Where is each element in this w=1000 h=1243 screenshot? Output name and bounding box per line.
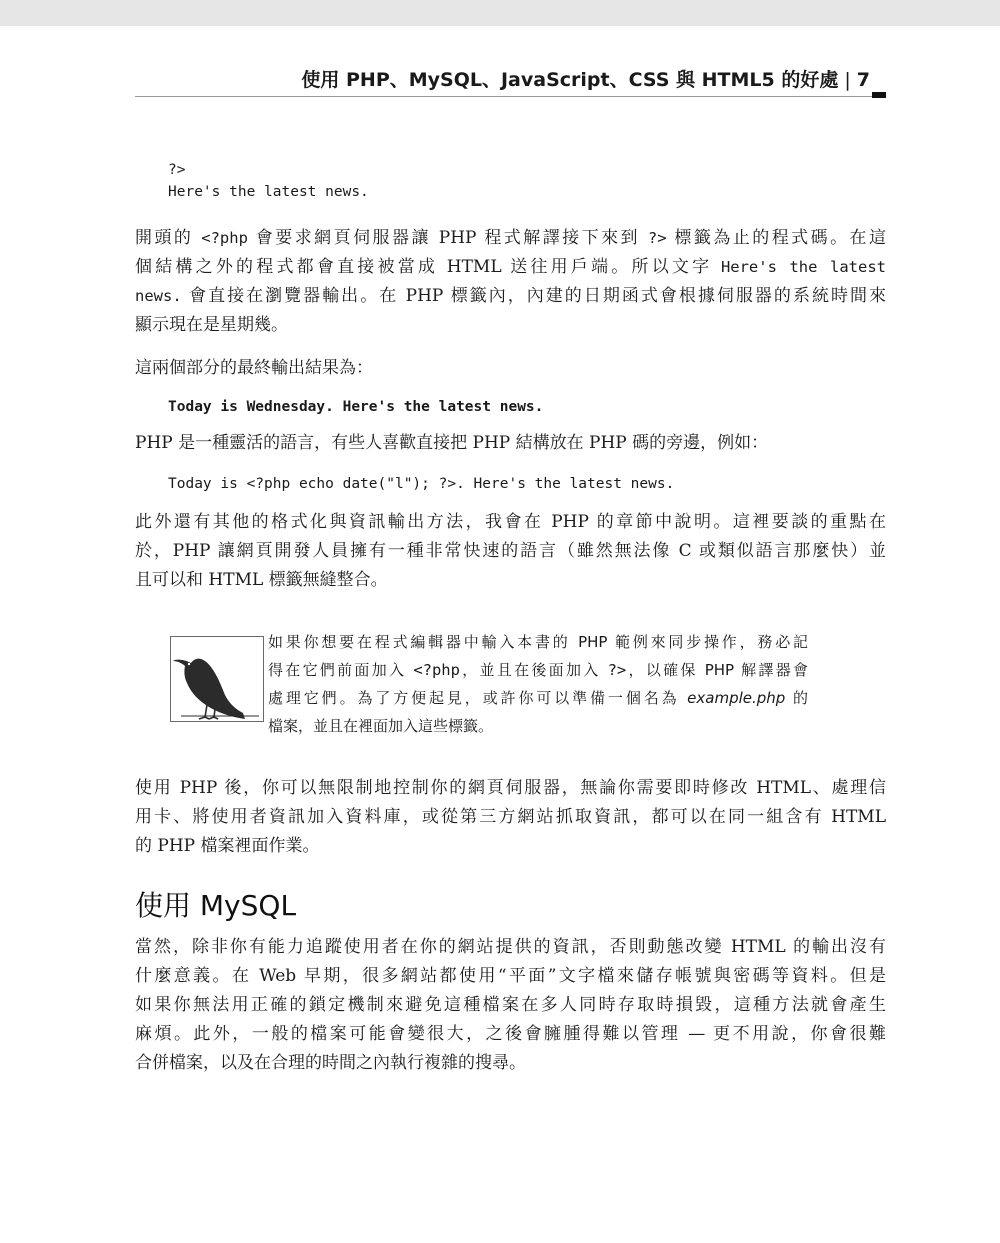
top-band — [0, 0, 1000, 26]
note-line — [268, 656, 808, 684]
paragraph-line: 什麼意義。在 Web 早期，很多網站都使用“平面”文字檔來儲存帳號與密碼等資料。但是 — [135, 966, 886, 986]
paragraph-php-flexible — [135, 429, 886, 458]
code-block-2: Today is <?php echo date("l"); ?>. Here's the latest news. — [168, 476, 675, 492]
paragraph-output-intro — [135, 354, 886, 383]
paragraph-line: 此外還有其他的格式化與資訊輸出方法，我會在 PHP 的章節中說明。這裡要談的重點在 — [135, 512, 886, 532]
paragraph-line: 且可以和 HTML 標籤無縫整合。 — [135, 570, 388, 590]
paragraph-line: 的 PHP 檔案裡面作業。 — [135, 836, 320, 856]
output-example: Today is Wednesday. Here's the latest news. — [168, 399, 544, 415]
code-line: ?> — [168, 162, 186, 178]
paragraph-php-control — [135, 774, 886, 861]
inline-code: Here's the latest — [720, 258, 886, 276]
paragraph-line: 麻煩。此外，一般的檔案可能會變很大，之後會臃腫得難以管理 — 更不用說，你會很難 — [135, 1024, 886, 1044]
paragraph-line: 顯示現在是星期幾。 — [135, 315, 288, 335]
paragraph-line: 合併檔案，以及在合理的時間之內執行複雜的搜尋。 — [135, 1053, 526, 1073]
running-head — [135, 66, 870, 94]
paragraph-mysql-intro — [135, 933, 886, 1078]
note-line: 檔案，並且在裡面加入這些標籤。 — [268, 717, 494, 735]
paragraph-line — [135, 282, 886, 311]
note-line: 如果你想要在程式編輯器中輸入本書的 PHP 範例來同步操作，務必記 — [268, 633, 808, 651]
text-run: 得在它們前面加入 — [268, 661, 414, 679]
header-rule — [135, 96, 885, 97]
note-line — [268, 684, 808, 712]
text-run: 處理它們。為了方便起見，或許你可以準備一個名為 — [268, 689, 688, 707]
inline-code: ?> — [647, 229, 667, 247]
paragraph-line — [135, 224, 886, 253]
inline-code: <?php — [413, 661, 460, 679]
section-heading: 使用 MySQL — [135, 889, 297, 922]
text-run: ，並且在後面加入 — [459, 661, 608, 679]
header-thumb-mark — [872, 92, 886, 98]
code-block-1 — [168, 159, 369, 203]
paragraph-line: 如果你無法用正確的鎖定機制來避免這種檔案在多人同時存取時損毀，這種方法就會產生 — [135, 995, 886, 1015]
paragraph-line: 於，PHP 讓網頁開發人員擁有一種非常快速的語言（雖然無法像 C 或類似語言那麼快）並 — [135, 541, 886, 561]
inline-code: ?> — [607, 661, 627, 679]
page-number: 7 — [856, 69, 870, 91]
inline-code: <?php — [201, 229, 248, 247]
crow-bird-icon — [170, 636, 264, 722]
paragraph-line: 當然，除非你有能力追蹤使用者在你的網站提供的資訊，否則動態改變 HTML 的輸出沒有 — [135, 937, 886, 957]
file-name: example.php — [687, 689, 786, 707]
running-head-separator: | — [844, 69, 851, 91]
paragraph-other-methods — [135, 508, 886, 595]
text-run: 個結構之外的程式都會直接被當成 HTML 送往用戶端。所以文字 — [135, 257, 721, 277]
text-run: 標籤為止的程式碼。在這 — [666, 228, 886, 248]
paragraph-line: 用卡、將使用者資訊加入資料庫，或從第三方網站抓取資訊，都可以在同一組含有 HTML — [135, 807, 886, 827]
running-head-title: 使用 PHP、MySQL、JavaScript、CSS 與 HTML5 的好處 — [301, 69, 839, 91]
text-run: 會直接在瀏覽器輸出。在 PHP 標籤內，內建的日期函式會根據伺服器的系統時間來 — [181, 286, 886, 306]
text-run: 會要求網頁伺服器讓 PHP 程式解譯接下來到 — [247, 228, 648, 248]
code-line: Here's the latest news. — [168, 184, 369, 200]
paragraph-php-tags — [135, 224, 886, 340]
text-run: 開頭的 — [135, 228, 202, 248]
paragraph-line: 使用 PHP 後，你可以無限制地控制你的網頁伺服器，無論你需要即時修改 HTML、處理信 — [135, 778, 886, 798]
inline-code: news. — [135, 287, 182, 305]
paragraph-line: PHP 是一種靈活的語言，有些人喜歡直接把 PHP 結構放在 PHP 碼的旁邊，例如： — [135, 433, 769, 453]
paragraph-line — [135, 253, 886, 282]
paragraph-line: 這兩個部分的最終輸出結果為： — [135, 358, 373, 378]
text-run: ，以確保 PHP 解譯器會 — [626, 661, 808, 679]
text-run: 的 — [785, 689, 808, 707]
tip-note-text — [268, 628, 808, 740]
